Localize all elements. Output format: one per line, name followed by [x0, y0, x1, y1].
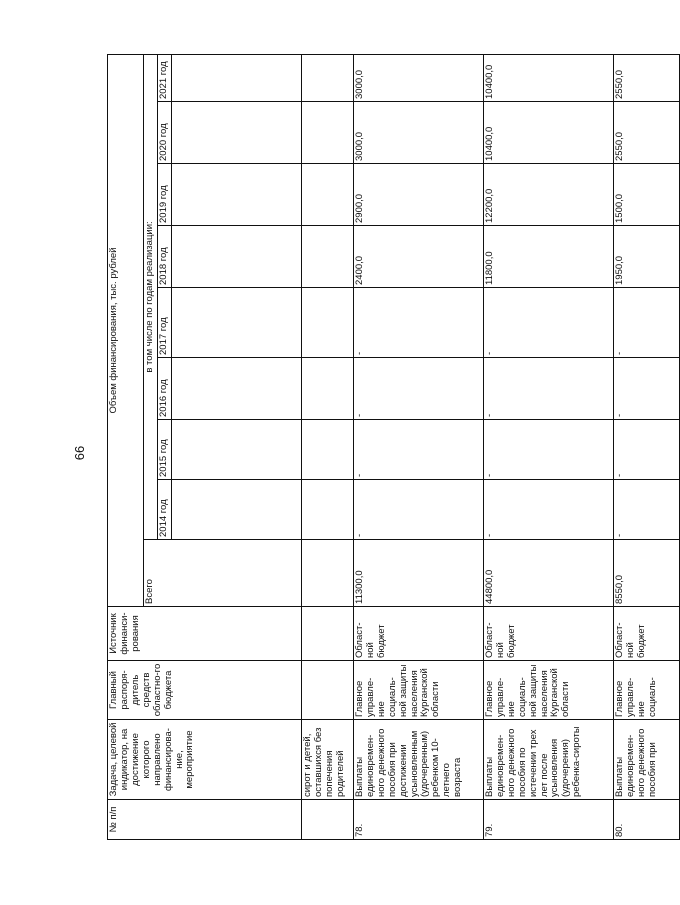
cell-2016 — [301, 358, 353, 420]
table-row — [483, 54, 613, 839]
cell-2020: 10400,0 — [483, 102, 613, 164]
cell-2018 — [301, 226, 353, 288]
header-year-2018: 2018 год — [157, 226, 171, 288]
cell-2016: - — [483, 358, 613, 420]
cell-2015: - — [613, 420, 679, 480]
header-spacer — [171, 288, 301, 358]
header-year-2014: 2014 год — [157, 480, 171, 540]
cell-2021: 2550,0 — [613, 54, 679, 101]
cell-source: Област-ной бюджет — [613, 607, 679, 661]
table-header — [108, 54, 302, 839]
header-num: № п/п — [108, 800, 302, 840]
cell-2019: 1500,0 — [613, 164, 679, 226]
header-year-2021: 2021 год — [157, 54, 171, 101]
cell-2018: 1950,0 — [613, 226, 679, 288]
cell-2014: - — [483, 480, 613, 540]
table-row — [613, 54, 679, 839]
cell-2017: - — [483, 288, 613, 358]
cell-2018: 2400,0 — [353, 226, 483, 288]
cell-2015 — [301, 420, 353, 480]
header-source: Источник финанси-рования — [108, 607, 302, 661]
cell-task: сирот и детей, оставшихся без попечения родителей — [301, 720, 353, 800]
cell-2021 — [301, 54, 353, 101]
header-total: Всего — [144, 540, 302, 607]
cell-distributor: Главное управле-ние социаль-ной защиты населения Курганской области — [483, 661, 613, 720]
cell-2015: - — [353, 420, 483, 480]
header-year-2019: 2019 год — [157, 164, 171, 226]
header-spacer — [171, 226, 301, 288]
cell-source: Област-ной бюджет — [353, 607, 483, 661]
cell-2016: - — [353, 358, 483, 420]
financing-table — [107, 54, 680, 840]
cell-distributor: Главное управле-ние социаль-ной защиты населения Курганской области — [353, 661, 483, 720]
cell-2021: 3000,0 — [353, 54, 483, 101]
cell-task: Выплаты единовремен-ного денежного пособия при — [613, 720, 679, 800]
header-task: Задача, целевой индикатор, на достижение которого направлено финансирова-ние, мероприятие — [108, 720, 302, 800]
header-spacer — [171, 358, 301, 420]
table-row — [353, 54, 483, 839]
header-spacer — [171, 420, 301, 480]
cell-2018: 11800,0 — [483, 226, 613, 288]
cell-2014: - — [613, 480, 679, 540]
header-spacer — [171, 102, 301, 164]
cell-total: 11300,0 — [353, 540, 483, 607]
header-year-2015: 2015 год — [157, 420, 171, 480]
page-number: 66 — [72, 445, 87, 461]
header-year-2020: 2020 год — [157, 102, 171, 164]
cell-2020: 2550,0 — [613, 102, 679, 164]
cell-total: 8550,0 — [613, 540, 679, 607]
header-by-years: в том числе по годам реализации: — [144, 54, 158, 539]
header-spacer — [171, 480, 301, 540]
cell-2021: 10400,0 — [483, 54, 613, 101]
cell-2019 — [301, 164, 353, 226]
cell-num: 80. — [613, 800, 679, 840]
cell-total: 44800,0 — [483, 540, 613, 607]
header-spacer — [171, 54, 301, 101]
cell-2016: - — [613, 358, 679, 420]
cell-distributor: Главное управле-ние социаль- — [613, 661, 679, 720]
cell-source — [301, 607, 353, 661]
cell-2017 — [301, 288, 353, 358]
cell-num: 79. — [483, 800, 613, 840]
table-row — [301, 54, 353, 839]
cell-distributor — [301, 661, 353, 720]
cell-2019: 12200,0 — [483, 164, 613, 226]
cell-num: 78. — [353, 800, 483, 840]
cell-task: Выплаты единовремен-ного денежного пособия по истечении трех лет после усыновления (удочерения) ребенка-сироты — [483, 720, 613, 800]
cell-2014: - — [353, 480, 483, 540]
cell-2020 — [301, 102, 353, 164]
header-distributor: Главный распоря-дитель средств областно-го бюджета — [108, 661, 302, 720]
cell-2020: 3000,0 — [353, 102, 483, 164]
cell-num — [301, 800, 353, 840]
header-volume: Объем финансирования, тыс. рублей — [108, 54, 144, 606]
cell-2017: - — [613, 288, 679, 358]
header-spacer — [171, 164, 301, 226]
cell-task: Выплаты единовремен-ного денежного пособия при достижении усыновленным (удочеренным) ребенком 10-летнего возраста — [353, 720, 483, 800]
cell-total — [301, 540, 353, 607]
table-wrapper — [107, 55, 658, 840]
cell-2015: - — [483, 420, 613, 480]
header-year-2016: 2016 год — [157, 358, 171, 420]
header-year-2017: 2017 год — [157, 288, 171, 358]
cell-2014 — [301, 480, 353, 540]
cell-2017: - — [353, 288, 483, 358]
cell-source: Област-ной бюджет — [483, 607, 613, 661]
cell-2019: 2900,0 — [353, 164, 483, 226]
